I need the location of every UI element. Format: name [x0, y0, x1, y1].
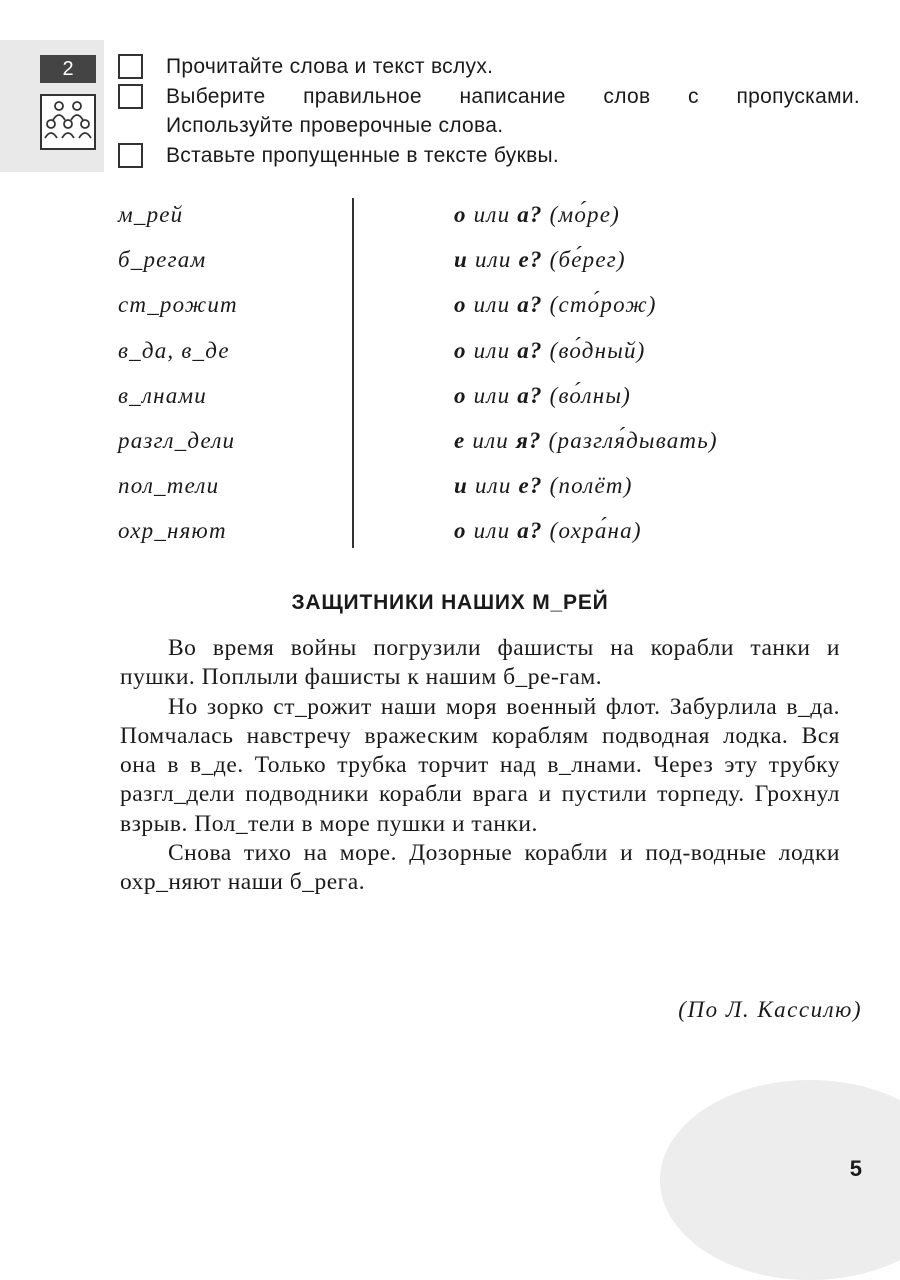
- check-word: (бе́рег): [549, 247, 626, 273]
- instruction-line: [118, 141, 860, 171]
- instruction-line: [118, 111, 860, 141]
- word-with-gap: пол_тели: [118, 473, 220, 499]
- vowel-choice: о или а? (во́лны): [454, 382, 631, 408]
- word-row: [118, 418, 838, 463]
- instruction-text: Выберите правильное написание слов с пропусками.: [166, 84, 860, 108]
- instruction-text: Прочитайте слова и текст вслух.: [166, 55, 494, 78]
- word-row: [118, 463, 838, 508]
- checkbox[interactable]: [118, 54, 143, 79]
- word-with-gap: охр_няют: [118, 518, 227, 544]
- story-paragraph: Во время войны погрузили фашисты на корабли танки и пушки. Поплыли фашисты к нашим б_ре-гам.: [120, 635, 840, 691]
- word-row: [118, 373, 838, 418]
- vowel-choice: о или а? (сто́рож): [454, 292, 657, 318]
- story-author: (По Л. Кассилю): [678, 997, 862, 1022]
- word-with-gap: б_регам: [118, 247, 207, 273]
- vowel-choice: е или я? (разгля́дывать): [454, 427, 718, 453]
- check-word: (охра́на): [549, 518, 642, 544]
- check-word: (во́лны): [549, 382, 631, 408]
- word-row: [118, 237, 838, 282]
- word-with-gap: разгл_дели: [118, 427, 236, 453]
- vowel-choice: и или е? (бе́рег): [454, 247, 626, 273]
- word-with-gap: м_рей: [118, 202, 184, 227]
- vowel-choice: о или а? (мо́ре): [454, 202, 621, 227]
- instruction-line: [118, 82, 860, 112]
- checkbox[interactable]: [118, 143, 143, 168]
- check-word: (сто́рож): [549, 292, 657, 318]
- check-word: (разгля́дывать): [548, 427, 718, 453]
- instructions: [118, 52, 860, 170]
- word-row: [118, 192, 838, 237]
- page-number: 5: [849, 1156, 862, 1181]
- word-with-gap: в_да, в_де: [118, 337, 230, 363]
- instruction-line: [118, 52, 860, 82]
- word-row: [118, 508, 838, 553]
- check-word: (во́дный): [549, 337, 646, 363]
- story-title: ЗАЩИТНИКИ НАШИХ М_РЕЙ: [291, 591, 609, 614]
- word-row: [118, 328, 838, 373]
- page-corner-shading: [660, 1080, 900, 1280]
- story-paragraph: Снова тихо на море. Дозорные корабли и под-водные лодки охр_няют наши б_рега.: [120, 840, 840, 896]
- word-row: [118, 282, 838, 327]
- task-number-badge: 2: [40, 55, 96, 83]
- group-of-people-icon: [40, 94, 96, 150]
- story-paragraph: Но зорко ст_рожит наши моря военный флот. Забурлила в_да. Помчалась навстречу вражеским кораблям подводная лодка. Вся она в в_де. Только трубка торчит над в_лнами. Через эту трубку разгл_дели подводники корабли врага и пустили торпеду. Грохнул взрыв. Пол_тели в море пушки и танки.: [120, 693, 840, 837]
- vowel-choice: о или а? (охра́на): [454, 518, 642, 544]
- check-word: (полёт): [549, 473, 633, 499]
- instruction-text: Вставьте пропущенные в тексте буквы.: [166, 143, 560, 167]
- instruction-text: Используйте проверочные слова.: [166, 114, 504, 137]
- word-list: [118, 192, 838, 554]
- word-with-gap: ст_рожит: [118, 292, 238, 318]
- vowel-choice: о или а? (во́дный): [454, 337, 646, 363]
- check-word: (мо́ре): [549, 202, 621, 227]
- vowel-choice: и или е? (полёт): [454, 473, 633, 499]
- story-text: [120, 634, 840, 898]
- checkbox[interactable]: [118, 84, 143, 109]
- word-with-gap: в_лнами: [118, 382, 208, 408]
